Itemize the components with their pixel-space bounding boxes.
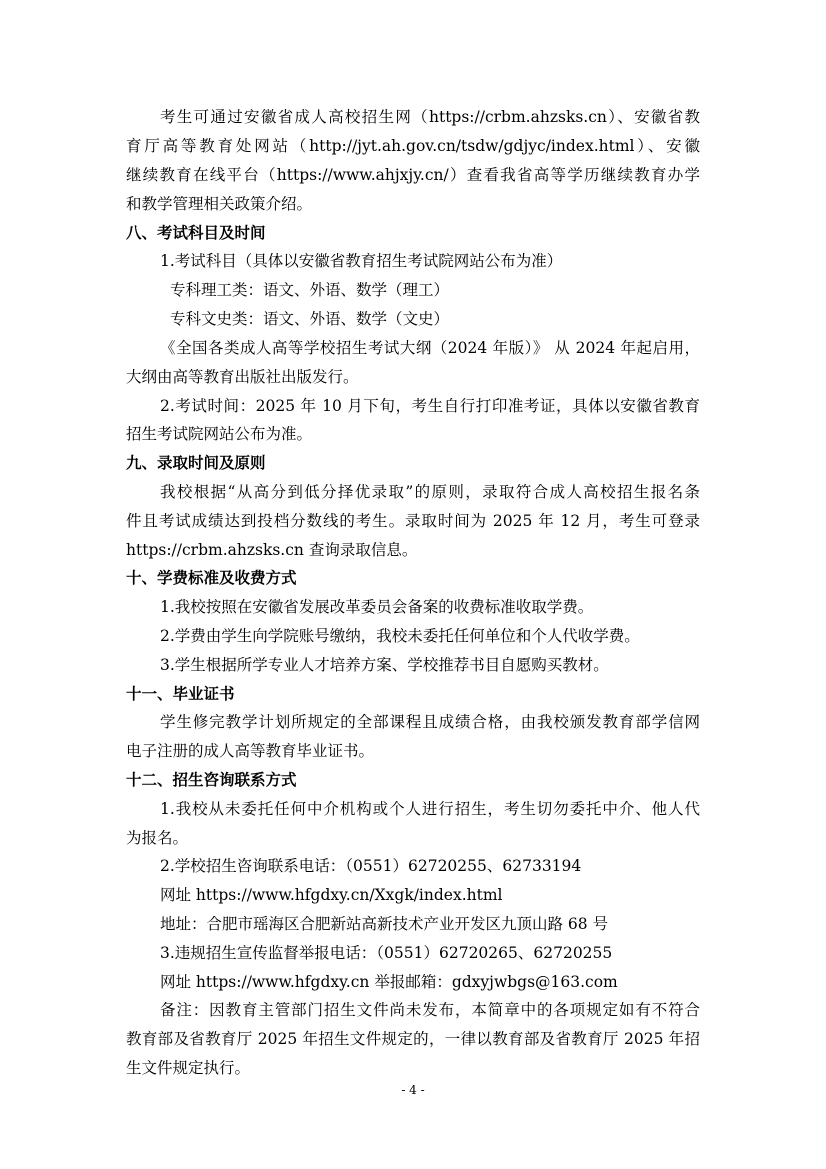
s12-report-email-line: 网址 https://www.hfgdxy.cn 举报邮箱：gdxyjwbgs@163.com: [160, 973, 618, 991]
section-8-heading: 八、考试科目及时间: [126, 224, 266, 242]
page-number: - 4 -: [401, 1083, 425, 1097]
s8-item-3: 专科文史类：语文、外语、数学（文史）: [170, 310, 450, 328]
intro-line-3: 继续教育在线平台（https://www.ahjxjy.cn/）查看我省高等学历继续教育办学: [126, 166, 700, 184]
s12-item-1-line-1: 1.我校从未委托任何中介机构或个人进行招生，考生切勿委托中介、他人代: [160, 800, 700, 818]
s8-item-5-line-2: 招生考试院网站公布为准。: [126, 425, 313, 443]
intro-line-2: 育厅高等教育处网站（http://jyt.ah.gov.cn/tsdw/gdjyc/index.html）、安徽: [126, 137, 700, 155]
section-11-heading: 十一、毕业证书: [126, 685, 235, 703]
s12-phone-line: 2.学校招生咨询联系电话：（0551）62720255、62733194: [160, 857, 582, 875]
s8-item-2: 专科理工类：语文、外语、数学（理工）: [170, 281, 450, 299]
intro-line-4: 和教学管理相关政策介绍。: [126, 195, 313, 213]
intro-line-1: 考生可通过安徽省成人高校招生网（https://crbm.ahzsks.cn）、安徽省教: [160, 108, 700, 126]
s12-address-line: 地址：合肥市瑶海区合肥新站高新技术产业开发区九顶山路 68 号: [160, 915, 609, 933]
s11-line-2: 电子注册的成人高等教育毕业证书。: [126, 742, 375, 760]
s10-item-1: 1.我校按照在安徽省发展改革委员会备案的收费标准收取学费。: [160, 598, 594, 616]
s12-item-1-line-2: 为报名。: [126, 829, 189, 847]
section-12-heading: 十二、招生咨询联系方式: [126, 771, 297, 789]
s9-line-2: 件且考试成绩达到投档分数线的考生。录取时间为 2025 年 12 月，考生可登录: [126, 512, 700, 530]
s10-item-2: 2.学费由学生向学院账号缴纳，我校未委托任何单位和个人代收学费。: [160, 627, 640, 645]
note-line-1: 备注：因教育主管部门招生文件尚未发布，本简章中的各项规定如有不符合: [160, 1001, 700, 1019]
s12-website-line: 网址 https://www.hfgdxy.cn/Xxgk/index.html: [160, 886, 503, 904]
s9-line-1: 我校根据“从高分到低分择优录取”的原则，录取符合成人高校招生报名条: [160, 483, 700, 501]
note-line-3: 生文件规定执行。: [126, 1059, 251, 1077]
s11-line-1: 学生修完教学计划所规定的全部课程且成绩合格，由我校颁发教育部学信网: [160, 713, 700, 731]
section-9-heading: 九、录取时间及原则: [126, 454, 266, 472]
s8-item-4-line-1: 《全国各类成人高等学校招生考试大纲（2024 年版）》 从 2024 年起启用，: [160, 339, 700, 357]
s9-line-3: https://crbm.ahzsks.cn 查询录取信息。: [126, 541, 418, 559]
s12-report-phone-line: 3.违规招生宣传监督举报电话：（0551）62720265、62720255: [160, 944, 613, 962]
s8-item-5-line-1: 2.考试时间：2025 年 10 月下旬，考生自行打印准考证，具体以安徽省教育: [160, 397, 700, 415]
s8-item-4-line-2: 大纲由高等教育出版社出版发行。: [126, 368, 359, 386]
s10-item-3: 3.学生根据所学专业人才培养方案、学校推荐书目自愿购买教材。: [160, 656, 609, 674]
section-10-heading: 十、学费标准及收费方式: [126, 569, 297, 587]
note-line-2: 教育部及省教育厅 2025 年招生文件规定的，一律以教育部及省教育厅 2025 年招: [126, 1030, 700, 1048]
s8-item-1: 1.考试科目（具体以安徽省教育招生考试院网站公布为准）: [160, 252, 563, 270]
